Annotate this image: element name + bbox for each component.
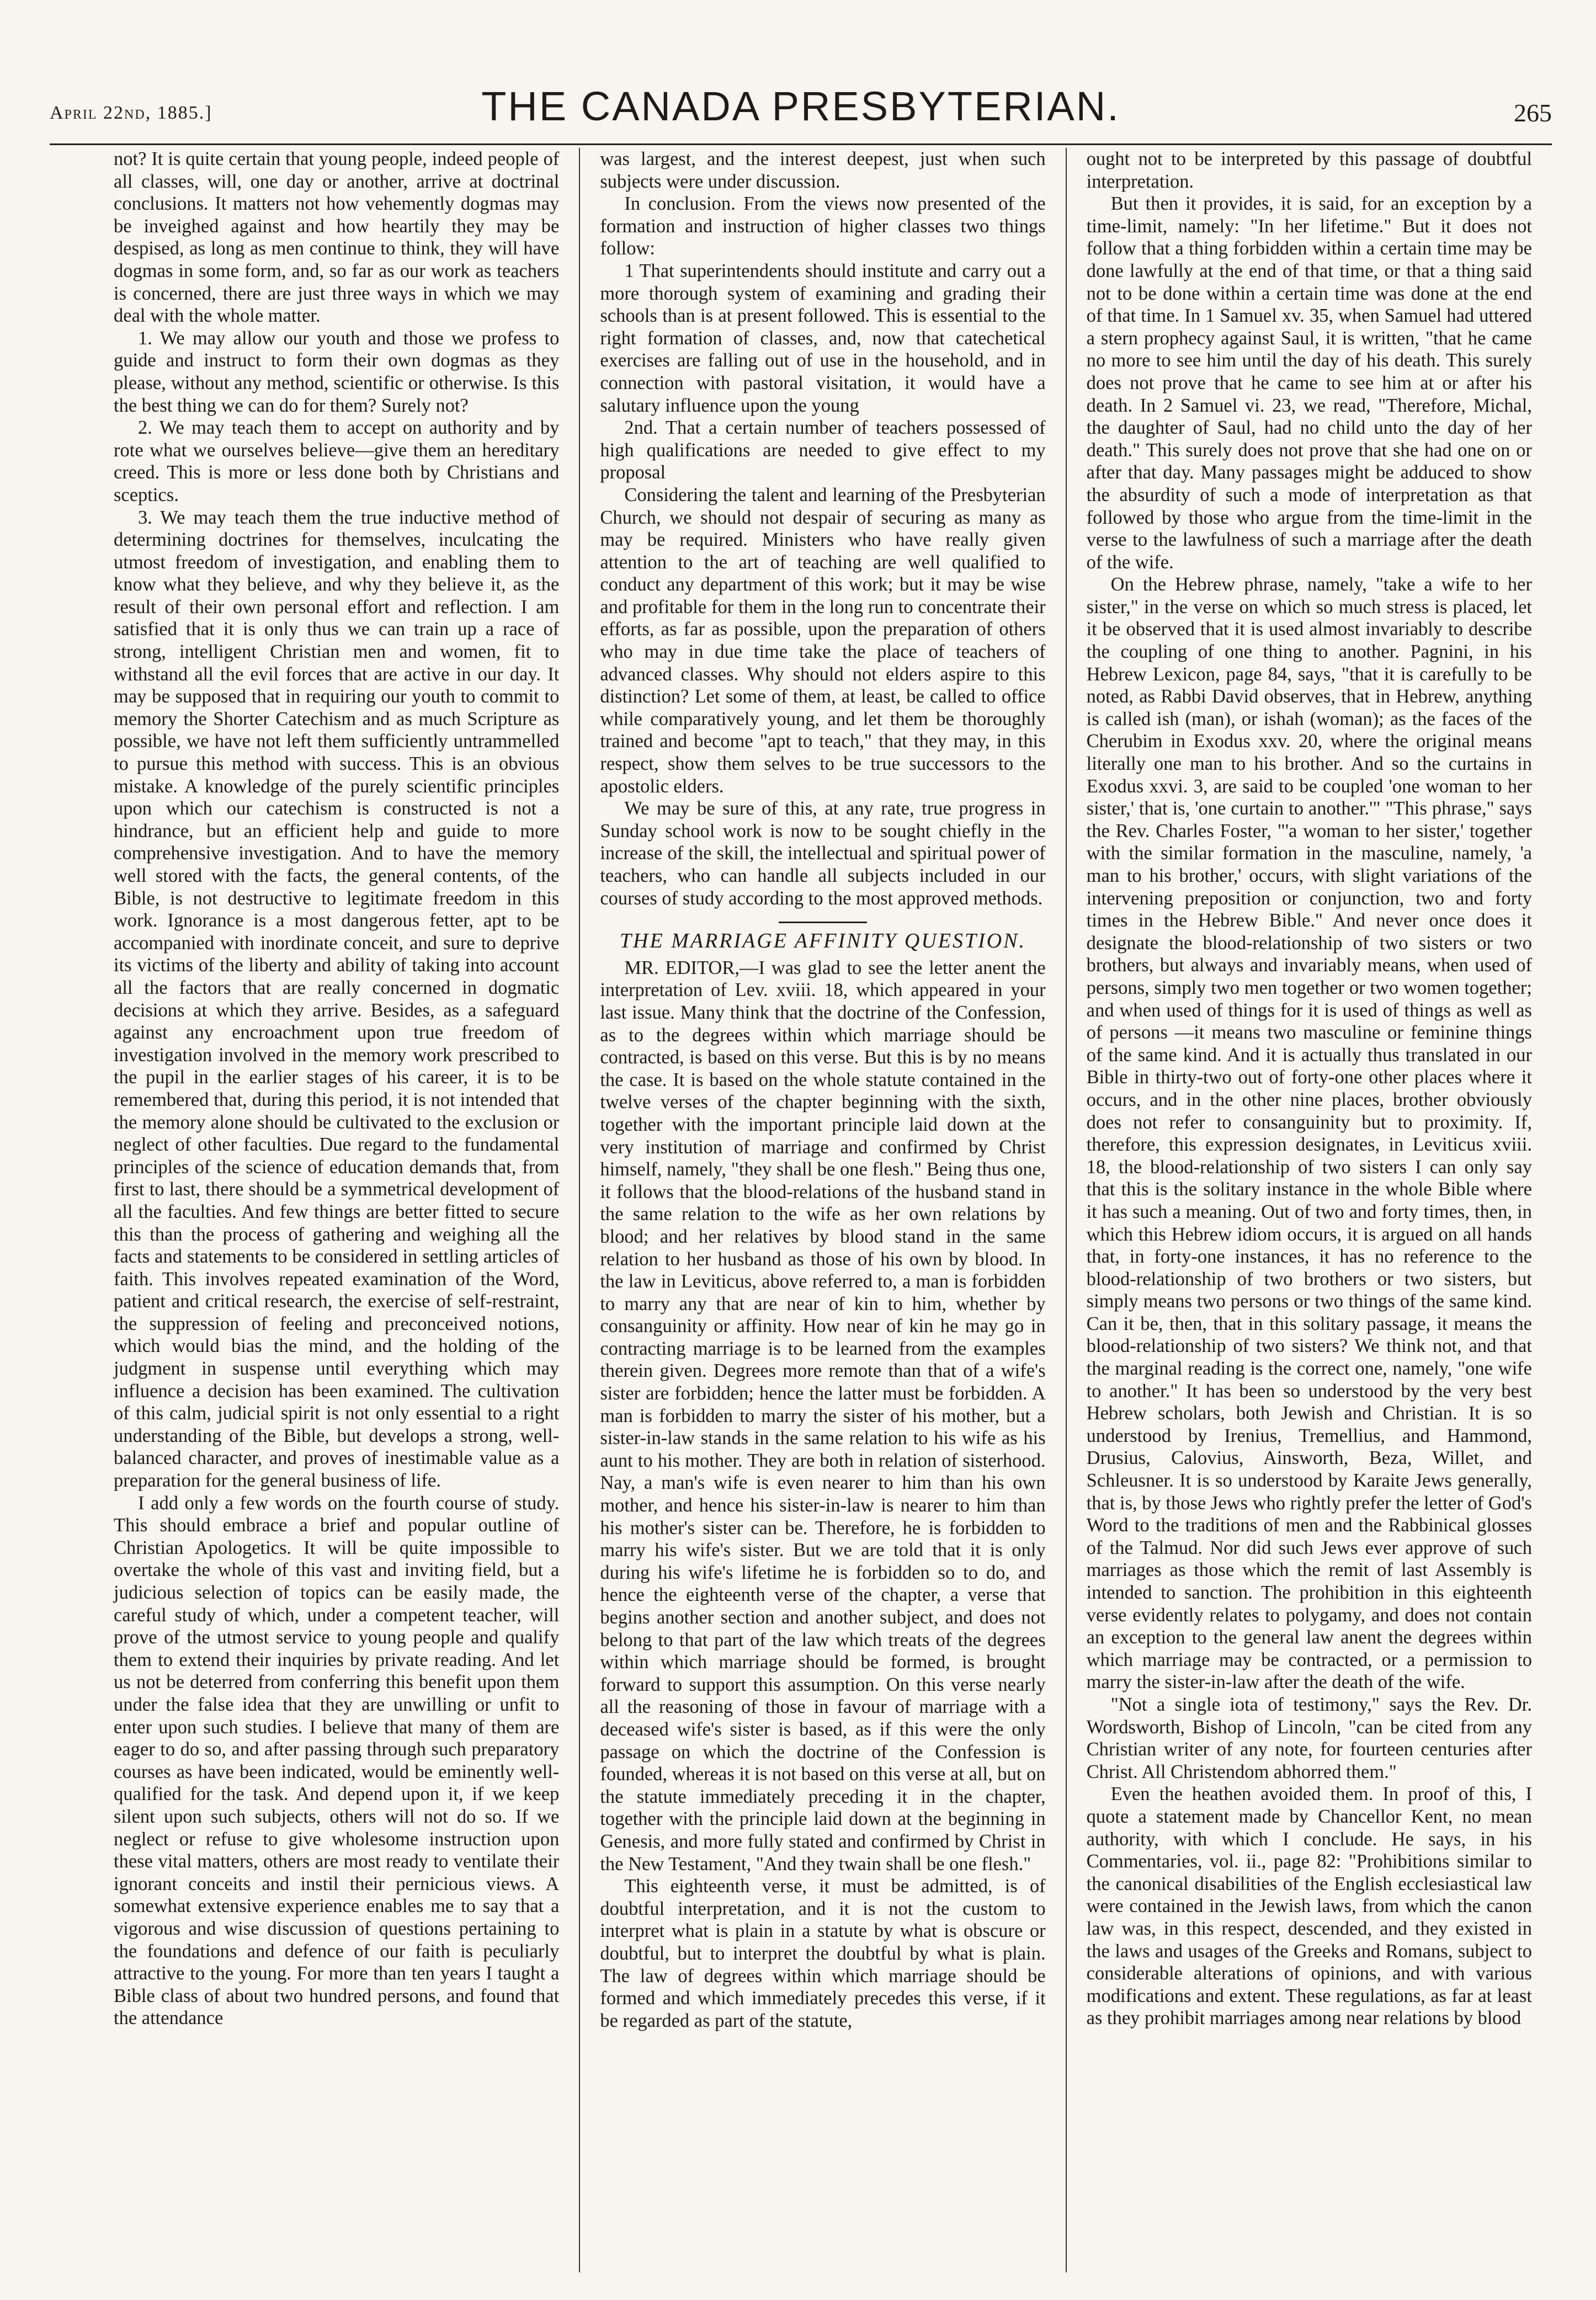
paragraph: MR. EDITOR,—I was glad to see the letter anent the interpretation of Lev. xviii. 18, which appeared in your last issue. Many think that the doctrine of the Confession, as to the degrees within which marriage should be contracted, is based on this verse. But this is by no means the case. It is based on the whole statute contained in the twelve verses of the chapter beginning with the sixth, together with the important principle laid down at the very institution of marriage and confirmed by Christ himself, namely, "they shall be one flesh." Being thus one, it follows that the blood-relations of the husband stand in the same relation to the wife as her own relations by blood; and her relatives by blood stand in the same relation to her husband as those of his own by blood. In the law in Leviticus, above referred to, a man is forbidden to marry any that are near of kin to him, whether by consanguinity or affinity. How near of kin he may go in contracting marriage is to be learned from the examples therein given. Degrees more remote than that of a wife's sister are forbidden; hence the latter must be forbidden. A man is forbidden to marry the sister of his mother, but a sister-in-law stands in the same relation to his wife as his aunt to his mother. They are both in relation of sisterhood. Nay, a man's wife is even nearer to him than his own mother, and hence his sister-in-law is nearer to him than his mother's sister can be. Therefore, he is forbidden to marry his wife's sister. But we are told that it is only during his wife's lifetime he is forbidden so to do, and hence the eighteenth verse of the chapter, a verse that begins another section and another subject, and does not belong to that part of the law which treats of the degrees within which marriage should be formed, is brought forward to support this assumption. On this verse nearly all the reasoning of those in favour of marriage with a deceased wife's sister is based, as if this were the only passage on which the doctrine of the Confession is founded, whereas it is not based on this verse at all, but on the statute immediately preceding it in the chapter, together with the principle laid down at the beginning in Genesis, and more fully stated and confirmed by Christ in the New Testament, "And they twain shall be one flesh." [600,957,1046,1875]
paragraph: ought not to be interpreted by this passage of doubtful interpretation. [1086,148,1532,192]
paragraph: I add only a few words on the fourth course of study. This should embrace a brief and popular outline of Christian Apologetics. It will be quite impossible to overtake the whole of this vast and inviting field, but a judicious selection of topics can be easily made, the careful study of which, under a competent teacher, will prove of the utmost service to young people and qualify them to extend their inquiries by private reading. And let us not be deterred from conferring this benefit upon them under the false idea that they are unwilling or unfit to enter upon such studies. I believe that many of them are eager to do so, and after passing through such preparatory courses as have been indicated, would be eminently well-qualified for the task. And depend upon it, if we keep silent upon such subjects, others will not do so. If we neglect or refuse to give wholesome instruction upon these vital matters, others are most ready to ventilate their ignorant conceits and instil their pernicious views. A somewhat extensive experience enables me to say that a vigorous and wise discussion of questions pertaining to the foundations and defence of our faith is peculiarly attractive to the young. For more than ten years I taught a Bible class of about two hundred persons, and found that the attendance [114,1492,560,2029]
paragraph: We may be sure of this, at any rate, true progress in Sunday school work is now to be sought chiefly in the increase of the skill, the intellectual and spiritual power of teachers, who can handle all subjects included in our courses of study according to the most approved methods. [600,798,1046,909]
paragraph: This eighteenth verse, it must be admitted, is of doubtful interpretation, and it is not the custom to interpret what is plain in a statute by what is obscure or doubtful, but to interpret the doubtful by what is plain. The law of degrees within which marriage should be formed and which immediately precedes this verse, if it be regarded as part of the statute, [600,1876,1046,2031]
paragraph: In conclusion. From the views now presented of the formation and instruction of higher classes two things follow: [600,193,1046,259]
paragraph: Considering the talent and learning of the Presbyterian Church, we should not despair of securing as many as may be required. Ministers who have really given attention to the art of teaching are well qualified to conduct any department of this work; but it may be wise and profitable for them in the long run to concentrate their efforts, as far as possible, upon the preparation of others who may in due time take the place of teachers of advanced classes. Why should not elders aspire to this distinction? Let some of them, at least, be called to office while comparatively young, and let them be thoroughly trained and become "apt to teach," that they may, in this respect, show them selves to be true successors to the apostolic elders. [600,484,1046,797]
paragraph: not? It is quite certain that young people, indeed people of all classes, will, one day or another, arrive at doctrinal conclusions. It matters not how vehemently dogmas may be inveighed against and how heartily they may be despised, as long as men continue to think, they will have dogmas in some form, and, so far as our work as teachers is concerned, there are just three ways in which we may deal with the whole matter. [114,148,560,327]
paragraph: 1 That superintendents should institute and carry out a more thorough system of examining and grading their schools than is at present followed. This is essential to the right formation of classes, and, now that catechetical exercises are falling out of use in the household, and in connection with pastoral visitation, it would have a salutary influence upon the young [600,260,1046,416]
paragraph: But then it provides, it is said, for an exception by a time-limit, namely: "In her lifetime." But it does not follow that a thing forbidden within a certain time may be done lawfully at the end of that time, or that a thing said not to be done within a certain time was done at the end of that time. In 1 Samuel xv. 35, when Samuel had uttered a stern prophecy against Saul, it is written, "that he came no more to see him until the day of his death. This surely does not prove that he came to see him at or after his death. In 2 Samuel vi. 23, we read, "Therefore, Michal, the daughter of Saul, had no child unto the day of her death." This surely does not prove that she had one on or after that day. Many passages might be adduced to show the absurdity of such a mode of interpretation as that followed by those who argue from the time-limit in the verse to the lawfulness of such a marriage after the death of the wife. [1086,193,1532,573]
paragraph: 2nd. That a certain number of teachers possessed of high qualifications are needed to give effect to my proposal [600,417,1046,483]
column-1 [94,148,579,2272]
issue-date: April 22nd, 1885.] [50,103,212,123]
newspaper-title: THE CANADA PRESBYTERIAN. [481,83,1120,129]
column-2 [579,148,1065,2272]
section-rule [779,922,867,923]
paragraph: 3. We may teach them the true inductive method of determining doctrines for themselves, inculcating the utmost freedom of investigation, and enabling them to know what they believe, and why they believe it, as the result of their own personal effort and reflection. I am satisfied that it is only thus we can train up a race of strong, intelligent Christian men and women, fit to withstand all the evil forces that are active in our day. It may be supposed that in requiring our youth to commit to memory the Shorter Catechism and as much Scripture as possible, we have not left them sufficiently untrammelled to pursue this method with success. This is an obvious mistake. A knowledge of the purely scientific principles upon which our catechism is constructed is not a hindrance, but an efficient help and guide to more comprehensive investigation. And to have the memory well stored with the facts, the general contents, of the Bible, is not destructive to legitimate freedom in this work. Ignorance is a most dangerous fetter, apt to be accompanied with inordinate conceit, and sure to deprive its victims of the liberty and ability of taking into account all the factors that are really concerned in dogmatic decisions at which they arrive. Besides, as a safeguard against any encroachment upon true freedom of investigation involved in the memory work prescribed to the pupil in the earlier stages of his career, it is to be remembered that, during this period, it is not intended that the memory alone should be cultivated to the exclusion or neglect of other faculties. Due regard to the fundamental principles of the science of education demands that, from first to last, there should be a symmetrical development of all the faculties. And few things are better fitted to secure this than the process of gathering and weighing all the facts and statements to be considered in settling articles of faith. This involves repeated examination of the Word, patient and critical research, the exercise of self-restraint, the suppression of feeling and preconceived notions, which would bias the mind, and the holding of the judgment in suspense until everything which may influence a decision has been examined. The cultivation of this calm, judicial spirit is not only essential to a right understanding of the Bible, but develops a strong, well-balanced character, and proves of inestimable value as a preparation for the general business of life. [114,507,560,1492]
masthead [50,83,1552,145]
paragraph: Even the heathen avoided them. In proof of this, I quote a statement made by Chancellor Kent, no mean authority, with which I conclude. He says, in his Commentaries, vol. ii., page 82: "Prohibitions similar to the canonical disabilities of the English ecclesiastical law were contained in the Jewish laws, from which the canon law was, in this respect, descended, and they existed in the laws and usages of the Greeks and Romans, subject to considerable alterations of opinions, and with various modifications and extent. These regulations, as far at least as they prohibit marriages among near relations by blood [1086,1783,1532,2029]
article-columns [94,148,1552,2272]
column-3 [1066,148,1552,2272]
section-heading: THE MARRIAGE AFFINITY QUESTION. [619,929,1026,953]
paragraph: On the Hebrew phrase, namely, "take a wife to her sister," in the verse on which so much stress is placed, let it be observed that it is used almost invariably to describe the coupling of one thing to another. Pagnini, in his Hebrew Lexicon, page 84, says, "that it is carefully to be noted, as Rabbi David observes, that in Hebrew, anything is called ish (man), or ishah (woman); as the faces of the Cherubim in Exodus xxv. 20, where the original means literally one man to his brother. And so the curtains in Exodus xxvi. 3, are said to be coupled 'one woman to her sister,' that is, 'one curtain to another.'" "This phrase," says the Rev. Charles Foster, "'a woman to her sister,' together with the similar formation in the masculine, namely, 'a man to his brother,' occurs, with slight variations of the intervening preposition or conjunction, two and forty times in the Hebrew Bible." And never once does it designate the blood-relationship of two sisters or two brothers, but always and invariably means, when used of persons, simply two men together or two women together; and when used of things for it is used of things as well as of persons —it means two masculine or feminine things of the same kind. And it is actually thus translated in our Bible in thirty-two out of forty-one other places where it occurs, and in the other nine places, brother obviously does not refer to consanguinity but to proximity. If, therefore, this expression designates, in Leviticus xviii. 18, the blood-relationship of two sisters I can only say that this is the solitary instance in the whole Bible where it has such a meaning. Out of two and forty times, then, in which this Hebrew idiom occurs, it is argued on all hands that, in forty-one instances, it has no reference to the blood-relationship of two brothers or two sisters, but simply means two persons or two things of the same kind. Can it be, then, that in this solitary passage, it means the blood-relationship of two sisters? We think not, and that the marginal reading is the correct one, namely, "one wife to another." It has been so understood by the very best Hebrew scholars, both Jewish and Christian. It is so understood by Irenius, Tremellius, and Hammond, Drusius, Calovius, Ainsworth, Beza, Willet, and Schleusner. It is so understood by Karaite Jews generally, that is, by those Jews who rightly prefer the letter of God's Word to the traditions of men and the Rabbinical glosses of the Talmud. Nor did such Jews ever approve of such marriages as those which the remit of last Assembly is intended to sanction. The prohibition in this eighteenth verse evidently relates to polygamy, and does not contain an exception to the general law anent the degrees within which marriage may be contracted, or a permission to marry the sister-in-law after the death of the wife. [1086,574,1532,1693]
paragraph: "Not a single iota of testimony," says the Rev. Dr. Wordsworth, Bishop of Lincoln, "can be cited from any Christian writer of any note, for fourteen centuries after Christ. All Christendom abhorred them." [1086,1694,1532,1782]
page-number: 265 [1514,99,1552,127]
paragraph: was largest, and the interest deepest, just when such subjects were under discussion. [600,148,1046,192]
paragraph: 1. We may allow our youth and those we profess to guide and instruct to form their own dogmas as they please, without any method, scientific or otherwise. Is this the best thing we can do for them? Surely not? [114,327,560,416]
paragraph: 2. We may teach them to accept on authority and by rote what we ourselves believe—give them an hereditary creed. This is more or less done both by Christians and sceptics. [114,417,560,505]
